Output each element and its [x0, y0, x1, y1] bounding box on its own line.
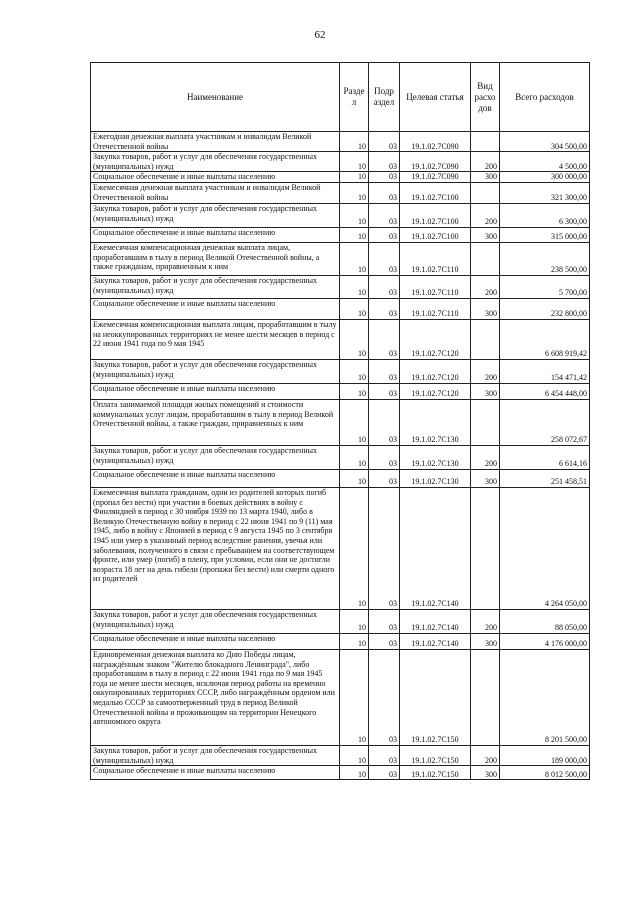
- row-exp-type: [471, 182, 500, 203]
- row-target: 19.1.02.7С110: [400, 298, 471, 319]
- row-section: 10: [340, 745, 369, 765]
- row-section: 10: [340, 399, 369, 445]
- table-row: [91, 649, 590, 745]
- table-row: [91, 203, 590, 227]
- row-name: Единовременная денежная выплата ко Дню Победы лицам, награждённым знаком "Жителю блокадного Ленинграда", либо проработавшим в тылу в период с 22 июня 1941 года по 9 мая 1945 года не менее шести месяцев, исключая период работы на временно оккупированных территориях СССР, либо награждённым орденом или медалью СССР за самоотверженный труд в период Великой Отечественной войны и проживающим на территории Ненецкого автономного округа: [91, 649, 340, 745]
- table-row: [91, 766, 590, 780]
- table-row: [91, 227, 590, 242]
- row-section: 10: [340, 182, 369, 203]
- row-section: 10: [340, 275, 369, 298]
- row-exp-type: [471, 132, 500, 152]
- row-total: 8 201 500,00: [500, 649, 590, 745]
- row-exp-type: [471, 319, 500, 359]
- row-subsection: 03: [369, 609, 400, 633]
- row-target: 19.1.02.7С100: [400, 203, 471, 227]
- row-total: 189 000,00: [500, 745, 590, 765]
- row-section: 10: [340, 242, 369, 275]
- row-target: 19.1.02.7С100: [400, 227, 471, 242]
- row-exp-type: 200: [471, 275, 500, 298]
- row-target: 19.1.02.7С140: [400, 609, 471, 633]
- row-exp-type: 200: [471, 609, 500, 633]
- row-section: 10: [340, 766, 369, 780]
- row-target: 19.1.02.7С150: [400, 766, 471, 780]
- header-row: [91, 63, 590, 132]
- row-section: 10: [340, 633, 369, 649]
- row-section: 10: [340, 359, 369, 383]
- row-name: Социальное обеспечение и иные выплаты населению: [91, 766, 340, 780]
- row-section: 10: [340, 649, 369, 745]
- row-name: Социальное обеспечение и иные выплаты населению: [91, 469, 340, 487]
- table-row: [91, 242, 590, 275]
- row-total: 6 614,16: [500, 445, 590, 469]
- row-subsection: 03: [369, 633, 400, 649]
- row-total: 6 454 448,00: [500, 383, 590, 399]
- row-subsection: 03: [369, 172, 400, 183]
- row-target: 19.1.02.7С130: [400, 399, 471, 445]
- row-target: 19.1.02.7С150: [400, 745, 471, 765]
- table-row: [91, 399, 590, 445]
- table-body: [91, 132, 590, 780]
- row-exp-type: 200: [471, 745, 500, 765]
- row-subsection: 03: [369, 203, 400, 227]
- row-subsection: 03: [369, 319, 400, 359]
- row-subsection: 03: [369, 649, 400, 745]
- row-section: 10: [340, 172, 369, 183]
- row-name: Оплата занимаемой площади жилых помещений и стоимости коммунальных услуг лицам, проработавшим в тылу в период Великой Отечественной войны, а также граждан, приравненных к ним: [91, 399, 340, 445]
- row-name: Ежемесячная компенсационная выплата лицам, проработавшим в тылу на неоккупированных территориях не менее шести месяцев в период с 22 июня 1941 года по 9 мая 1945: [91, 319, 340, 359]
- table-row: [91, 319, 590, 359]
- row-exp-type: 300: [471, 633, 500, 649]
- row-target: 19.1.02.7С110: [400, 275, 471, 298]
- table-row: [91, 172, 590, 183]
- row-subsection: 03: [369, 132, 400, 152]
- row-total: 8 012 500,00: [500, 766, 590, 780]
- row-total: 6 300,00: [500, 203, 590, 227]
- row-subsection: 03: [369, 487, 400, 609]
- row-subsection: 03: [369, 182, 400, 203]
- row-section: 10: [340, 469, 369, 487]
- row-subsection: 03: [369, 275, 400, 298]
- row-exp-type: 200: [471, 359, 500, 383]
- row-target: 19.1.02.7С120: [400, 383, 471, 399]
- row-section: 10: [340, 609, 369, 633]
- row-total: 238 500,00: [500, 242, 590, 275]
- row-target: 19.1.02.7С090: [400, 132, 471, 152]
- table-row: [91, 383, 590, 399]
- row-name: Закупка товаров, работ и услуг для обеспечения государственных (муниципальных) нужд: [91, 359, 340, 383]
- header-target: Целевая статья: [400, 63, 471, 132]
- row-target: 19.1.02.7С140: [400, 633, 471, 649]
- table-row: [91, 633, 590, 649]
- header-total: Всего расходов: [500, 63, 590, 132]
- row-subsection: 03: [369, 445, 400, 469]
- row-total: 6 608 919,42: [500, 319, 590, 359]
- row-name: Ежемесячная денежная выплата участникам и инвалидам Великой Отечественной войны: [91, 182, 340, 203]
- table-row: [91, 609, 590, 633]
- table-row: [91, 445, 590, 469]
- row-name: Закупка товаров, работ и услуг для обеспечения государственных (муниципальных) нужд: [91, 609, 340, 633]
- row-name: Закупка товаров, работ и услуг для обеспечения государственных (муниципальных) нужд: [91, 445, 340, 469]
- table-row: [91, 745, 590, 765]
- header-subsection: Подр аздел: [369, 63, 400, 132]
- row-target: 19.1.02.7С110: [400, 242, 471, 275]
- row-name: Ежегодная денежная выплата участникам и инвалидам Великой Отечественной войны: [91, 132, 340, 152]
- row-target: 19.1.02.7С120: [400, 359, 471, 383]
- row-total: 232 800,00: [500, 298, 590, 319]
- row-exp-type: 200: [471, 203, 500, 227]
- row-exp-type: [471, 487, 500, 609]
- row-subsection: 03: [369, 227, 400, 242]
- row-total: 258 072,67: [500, 399, 590, 445]
- row-target: 19.1.02.7С130: [400, 469, 471, 487]
- row-subsection: 03: [369, 766, 400, 780]
- row-total: 5 700,00: [500, 275, 590, 298]
- row-target: 19.1.02.7С140: [400, 487, 471, 609]
- row-exp-type: [471, 399, 500, 445]
- header-exp-type: Вид расхо дов: [471, 63, 500, 132]
- table-row: [91, 469, 590, 487]
- row-section: 10: [340, 227, 369, 242]
- row-section: 10: [340, 152, 369, 172]
- row-total: 154 471,42: [500, 359, 590, 383]
- row-name: Ежемесячная выплата гражданам, одни из родителей которых погиб (пропал без вести) при участии в боевых действиях в войну с Финляндией в период с 30 ноября 1939 по 13 марта 1940, либо в Великую Отечественную войну в период с 22 июня 1941 по 9 (11) мая 1945, либо в войну с Японией в период с 9 августа 1945 по 3 сентября 1945 или умер в указанный период вследствие ранения, увечья или заболевания, полученного в связи с пребыванием на соответствующем фронте, или умер (погиб) в плену, при условии, если они не достигли возраста 18 лет на день гибели (пропажи без вести) или смерти одного из родителей: [91, 487, 340, 609]
- row-exp-type: 300: [471, 227, 500, 242]
- row-subsection: 03: [369, 242, 400, 275]
- row-total: 88 050,00: [500, 609, 590, 633]
- page-number: 62: [314, 29, 326, 41]
- row-name: Социальное обеспечение и иные выплаты населению: [91, 172, 340, 183]
- row-exp-type: 300: [471, 298, 500, 319]
- row-section: 10: [340, 383, 369, 399]
- table-row: [91, 132, 590, 152]
- row-target: 19.1.02.7С100: [400, 182, 471, 203]
- row-name: Закупка товаров, работ и услуг для обеспечения государственных (муниципальных) нужд: [91, 203, 340, 227]
- row-exp-type: [471, 242, 500, 275]
- row-total: 300 000,00: [500, 172, 590, 183]
- row-section: 10: [340, 203, 369, 227]
- row-subsection: 03: [369, 745, 400, 765]
- row-subsection: 03: [369, 152, 400, 172]
- budget-table: [90, 62, 590, 780]
- table-row: [91, 487, 590, 609]
- row-exp-type: 200: [471, 152, 500, 172]
- row-total: 4 500,00: [500, 152, 590, 172]
- row-exp-type: 300: [471, 766, 500, 780]
- row-total: 304 500,00: [500, 132, 590, 152]
- row-section: 10: [340, 319, 369, 359]
- row-exp-type: 300: [471, 383, 500, 399]
- row-name: Социальное обеспечение и иные выплаты населению: [91, 383, 340, 399]
- row-section: 10: [340, 445, 369, 469]
- row-total: 4 264 050,00: [500, 487, 590, 609]
- row-target: 19.1.02.7С090: [400, 172, 471, 183]
- row-name: Социальное обеспечение и иные выплаты населению: [91, 298, 340, 319]
- row-name: Социальное обеспечение и иные выплаты населению: [91, 633, 340, 649]
- row-total: 4 176 000,00: [500, 633, 590, 649]
- row-total: 321 300,00: [500, 182, 590, 203]
- row-subsection: 03: [369, 399, 400, 445]
- row-subsection: 03: [369, 383, 400, 399]
- row-name: Закупка товаров, работ и услуг для обеспечения государственных (муниципальных) нужд: [91, 275, 340, 298]
- row-subsection: 03: [369, 469, 400, 487]
- row-name: Закупка товаров, работ и услуг для обеспечения государственных (муниципальных) нужд: [91, 745, 340, 765]
- header-section: Разде л: [340, 63, 369, 132]
- row-total: 251 458,51: [500, 469, 590, 487]
- row-name: Закупка товаров, работ и услуг для обеспечения государственных (муниципальных) нужд: [91, 152, 340, 172]
- table-row: [91, 275, 590, 298]
- row-section: 10: [340, 298, 369, 319]
- row-total: 315 000,00: [500, 227, 590, 242]
- header-name: Наименование: [91, 63, 340, 132]
- row-target: 19.1.02.7С150: [400, 649, 471, 745]
- row-exp-type: 300: [471, 172, 500, 183]
- row-exp-type: [471, 649, 500, 745]
- row-exp-type: 200: [471, 445, 500, 469]
- row-name: Социальное обеспечение и иные выплаты населению: [91, 227, 340, 242]
- row-exp-type: 300: [471, 469, 500, 487]
- row-name: Ежемесячная компенсационная денежная выплата лицам, проработавшим в тылу в период Великой Отечественной войны, а также гражданам, приравненным к ним: [91, 242, 340, 275]
- row-target: 19.1.02.7С090: [400, 152, 471, 172]
- row-subsection: 03: [369, 298, 400, 319]
- row-section: 10: [340, 132, 369, 152]
- table-row: [91, 182, 590, 203]
- table-row: [91, 359, 590, 383]
- row-subsection: 03: [369, 359, 400, 383]
- row-target: 19.1.02.7С130: [400, 445, 471, 469]
- table-row: [91, 152, 590, 172]
- table-row: [91, 298, 590, 319]
- row-target: 19.1.02.7С120: [400, 319, 471, 359]
- row-section: 10: [340, 487, 369, 609]
